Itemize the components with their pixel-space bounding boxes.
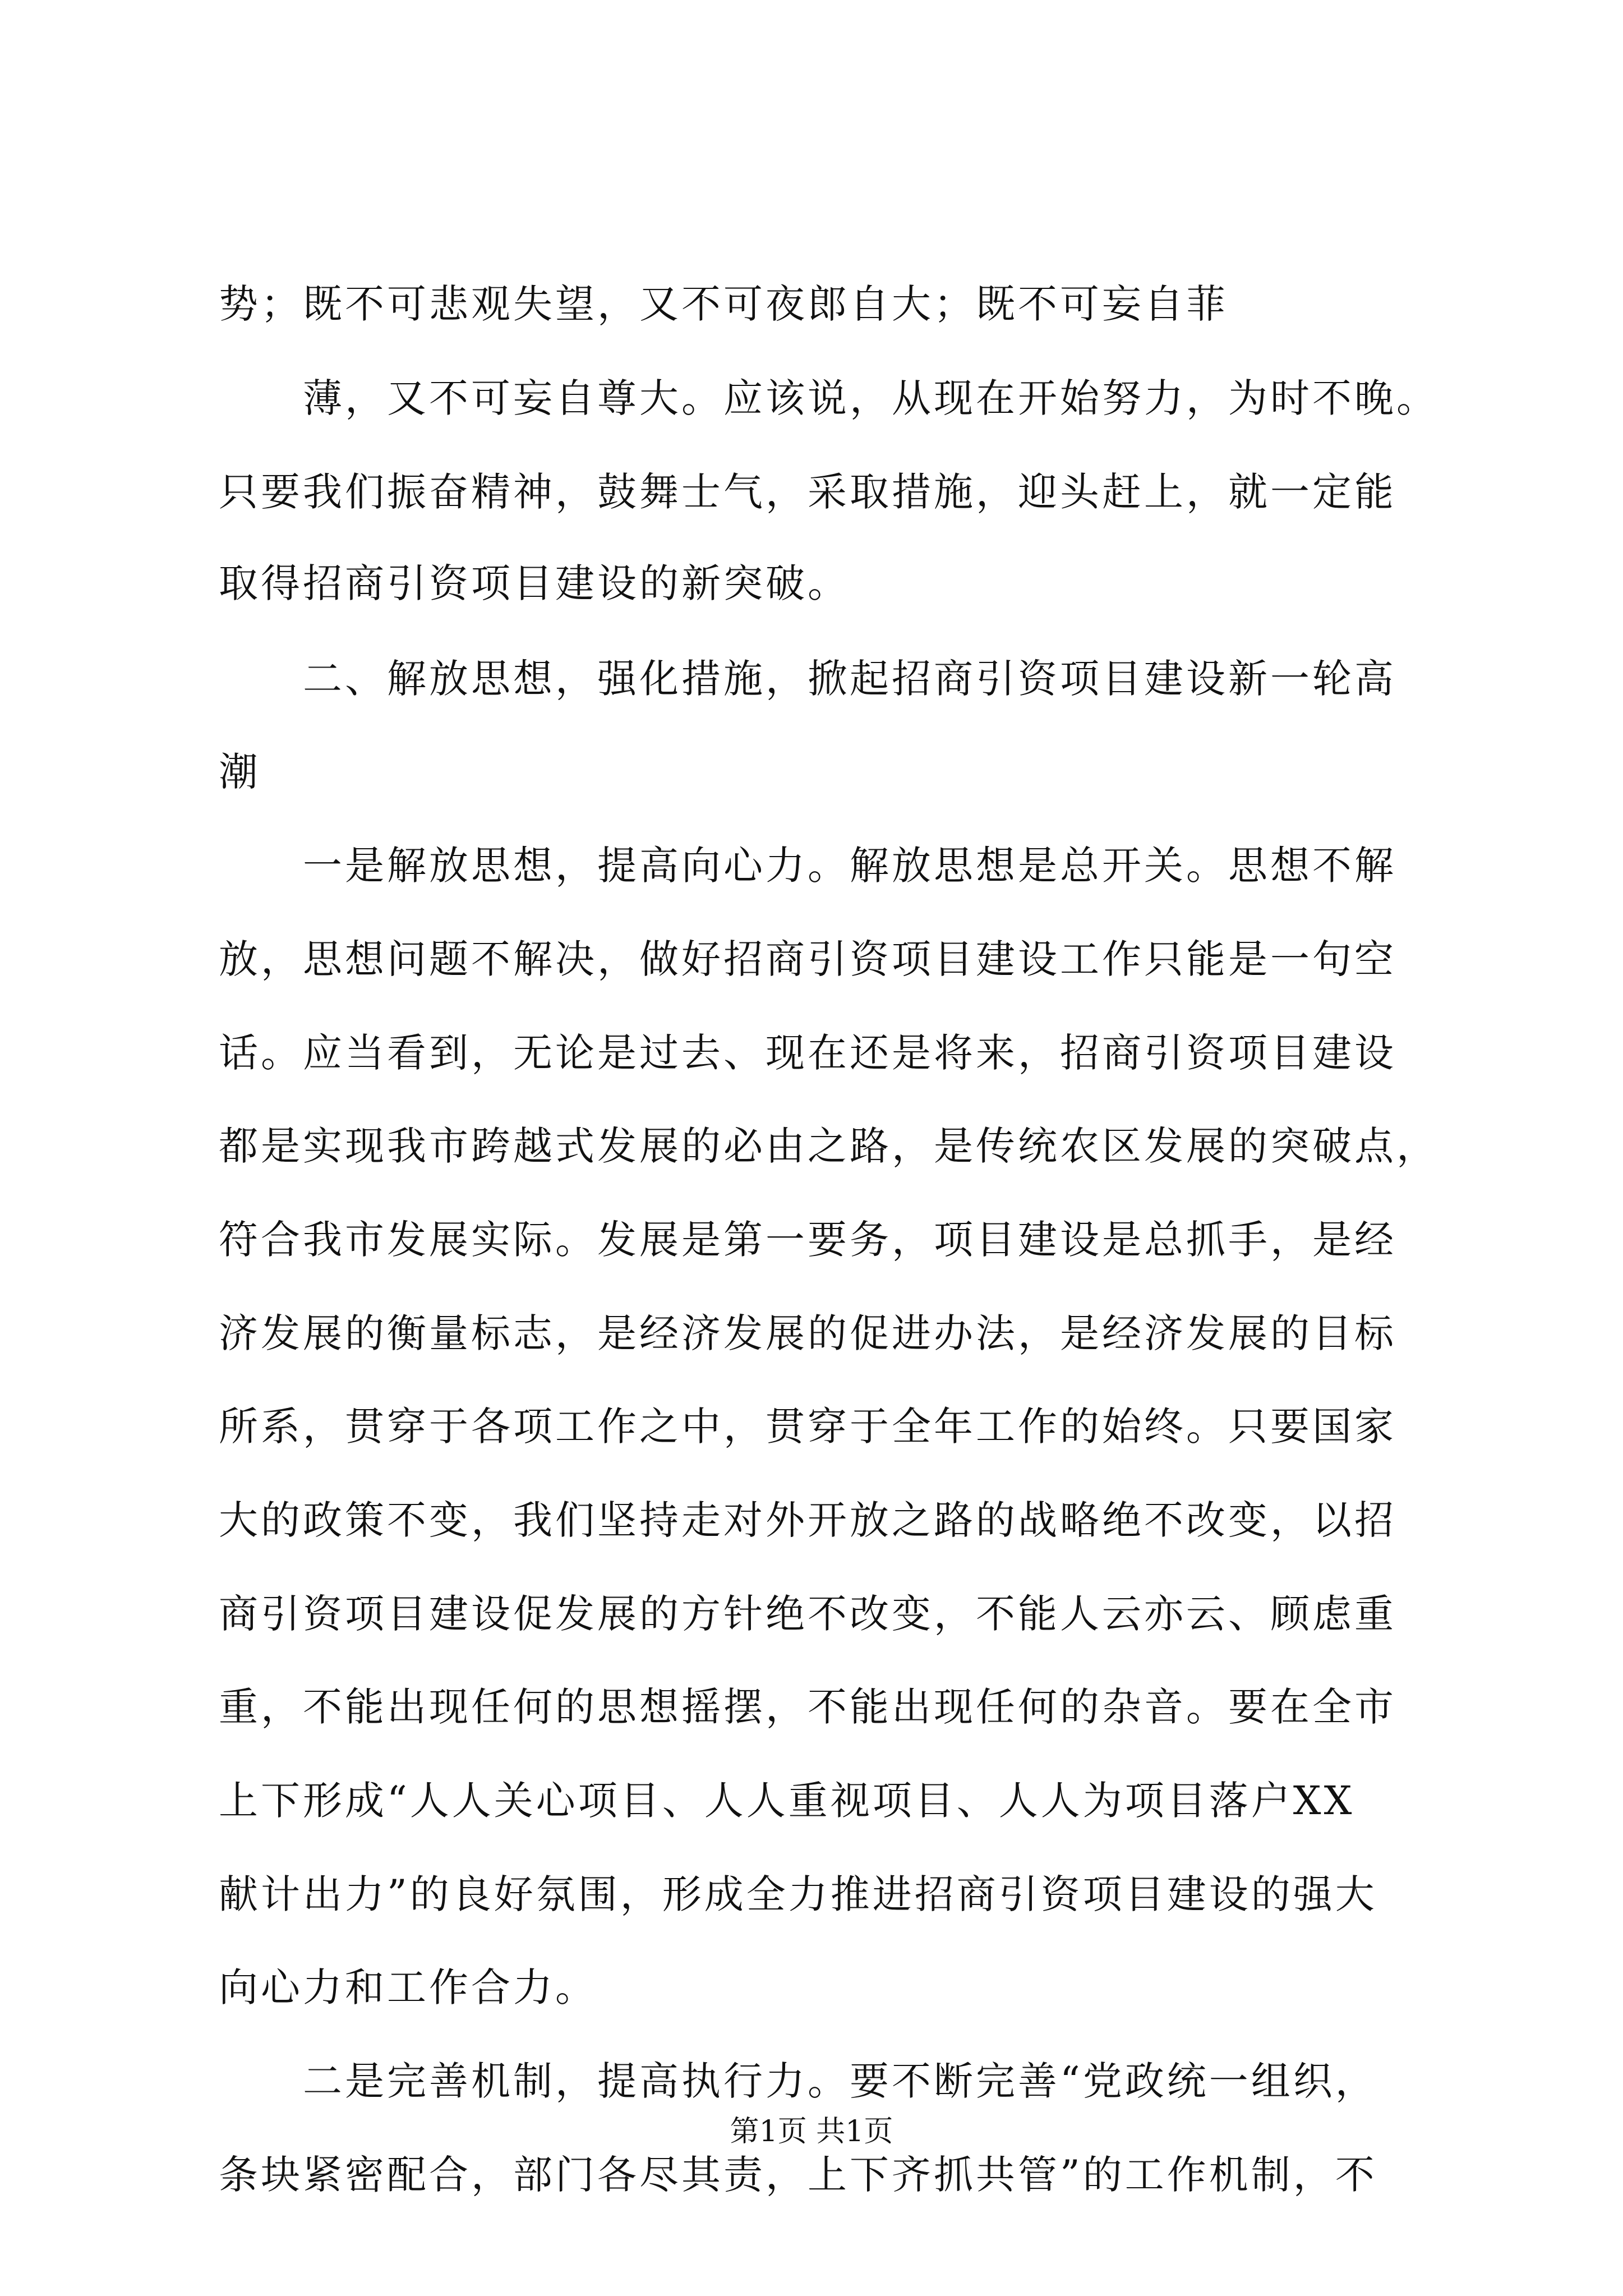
text-line: 大的政策不变，我们坚持走对外开放之路的战略绝不改变，以招 [219, 1497, 1396, 1543]
paragraph-line: 一是解放思想，提高向心力。解放思想是总开关。思想不解 [303, 843, 1396, 889]
text-line: 所系，贯穿于各项工作之中，贯穿于全年工作的始终。只要国家 [219, 1404, 1396, 1450]
section-heading-line: 二、解放思想，强化措施，掀起招商引资项目建设新一轮高 [303, 656, 1396, 702]
text-line: 上下形成“人人关心项目、人人重视项目、人人为项目落户XX [219, 1778, 1355, 1824]
text-line: 重，不能出现任何的思想摇摆，不能出现任何的杂音。要在全市 [219, 1684, 1396, 1730]
text-line: 话。应当看到，无论是过去、现在还是将来，招商引资项目建设 [219, 1030, 1396, 1076]
paragraph-line: 二是完善机制，提高执行力。要不断完善“党政统一组织， [303, 2058, 1377, 2104]
text-line: 只要我们振奋精神，鼓舞士气，采取措施，迎头赶上，就一定能 [219, 469, 1396, 515]
text-line: 向心力和工作合力。 [219, 1964, 597, 2010]
text-line: 条块紧密配合，部门各尽其责，上下齐抓共管”的工作机制，不 [219, 2152, 1377, 2198]
text-line: 取得招商引资项目建设的新突破。 [219, 560, 850, 606]
text-line: 符合我市发展实际。发展是第一要务，项目建设是总抓手，是经 [219, 1217, 1396, 1263]
text-line: 济发展的衡量标志，是经济发展的促进办法，是经济发展的目标 [219, 1310, 1396, 1356]
text-line: 献计出力”的良好氛围，形成全力推进招商引资项目建设的强大 [219, 1871, 1377, 1917]
text-line: 都是实现我市跨越式发展的必由之路，是传统农区发展的突破点， [219, 1123, 1438, 1169]
paragraph-line: 薄，又不可妄自尊大。应该说，从现在开始努力，为时不晚。 [303, 375, 1438, 421]
text-line: 放，思想问题不解决，做好招商引资项目建设工作只能是一句空 [219, 936, 1396, 982]
text-line: 势；既不可悲观失望，又不可夜郎自大；既不可妄自菲 [219, 281, 1228, 327]
text-line: 商引资项目建设促发展的方针绝不改变，不能人云亦云、顾虑重 [219, 1591, 1396, 1637]
page-footer: 第1页 共1页 [730, 2115, 893, 2148]
section-heading-line: 潮 [219, 749, 261, 795]
